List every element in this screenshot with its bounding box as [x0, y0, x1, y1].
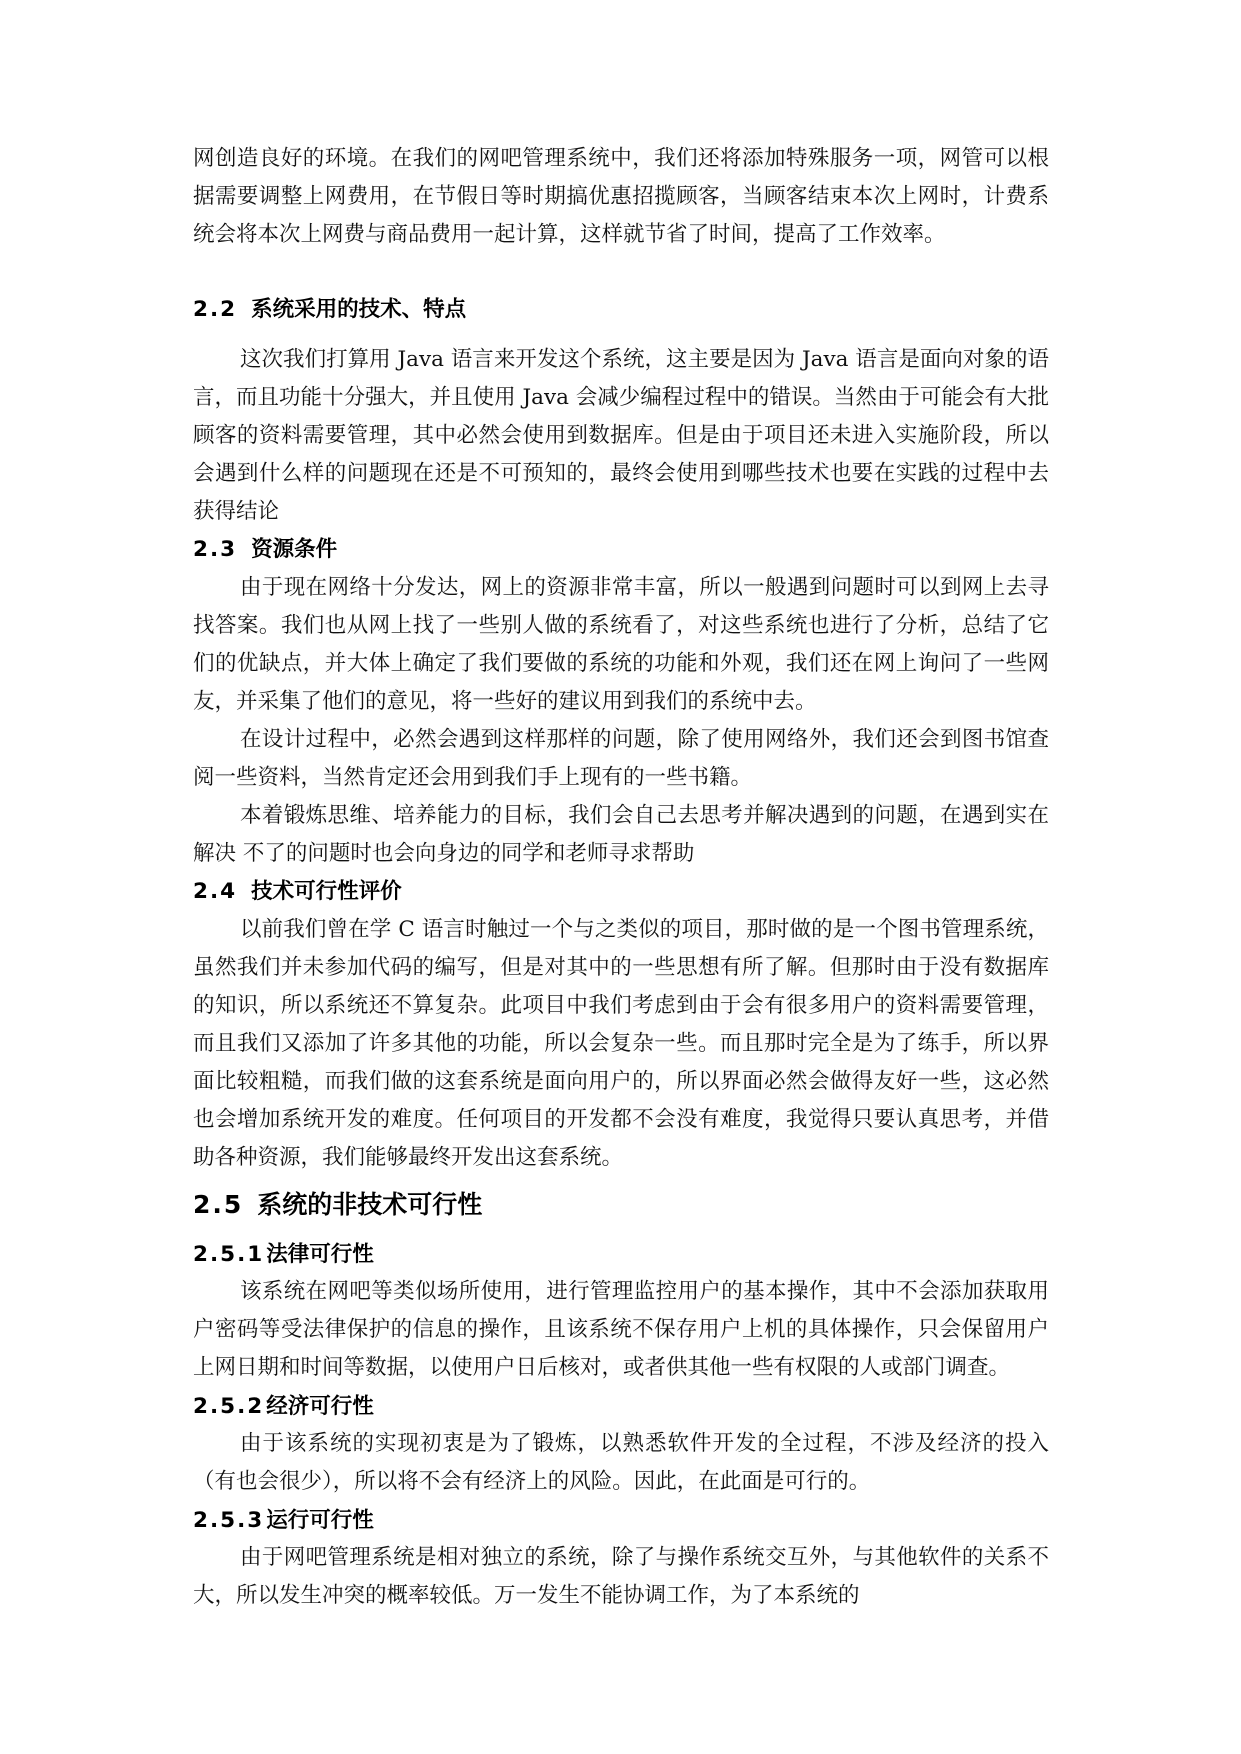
tech-features-paragraph: 这次我们打算用 Java 语言来开发这个系统，这主要是因为 Java 语言是面向对象的语言，而且功能十分强大，并且使用 Java 会减少编程过程中的错误。当然由于可能会有大批顾客的资料需要管理，其中必然会使用到数据库。但是由于项目还未进入实施阶段，所以会遇到什么样的问题现在还是不可预知的，最终会使用到哪些技术也要在实践的过程中去获得结论 — [193, 347, 1049, 524]
heading-2-5-2-number: 2.5.2 — [193, 1394, 265, 1419]
heading-2-5-2 — [193, 1389, 1049, 1425]
heading-2-4 — [193, 873, 1049, 911]
heading-2-5-1-number: 2.5.1 — [193, 1242, 265, 1267]
heading-2-5-3-number: 2.5.3 — [193, 1508, 265, 1533]
heading-2-2 — [193, 291, 1049, 329]
resource-paragraph-3: 本着锻炼思维、培养能力的目标，我们会自己去思考并解决遇到的问题，在遇到实在解决 不了的问题时也会向身边的同学和老师寻求帮助 — [193, 803, 1049, 866]
economic-paragraph: 由于该系统的实现初衷是为了锻炼，以熟悉软件开发的全过程，不涉及经济的投入（有也会很少），所以将不会有经济上的风险。因此，在此面是可行的。 — [193, 1431, 1049, 1494]
heading-2-3 — [193, 531, 1049, 569]
tech-feasibility-paragraph: 以前我们曾在学 C 语言时触过一个与之类似的项目，那时做的是一个图书管理系统，虽然我们并未参加代码的编写，但是对其中的一些思想有所了解。但那时由于没有数据库的知识，所以系统还不算复杂。此项目中我们考虑到由于会有很多用户的资料需要管理，而且我们又添加了许多其他的功能，所以会复杂一些。而且那时完全是为了练手，所以界面比较粗糙，而我们做的这套系统是面向用户的，所以界面必然会做得友好一些，这必然也会增加系统开发的难度。任何项目的开发都不会没有难度，我觉得只要认真思考，并借助各种资源，我们能够最终开发出这套系统。 — [193, 917, 1049, 1170]
heading-2-5-3 — [193, 1503, 1049, 1539]
heading-2-5-1 — [193, 1237, 1049, 1273]
heading-2-5-1-title: 法律可行性 — [266, 1242, 374, 1267]
heading-2-5-2-title: 经济可行性 — [266, 1394, 374, 1419]
heading-2-4-number: 2.4 — [193, 879, 238, 904]
heading-2-2-number: 2.2 — [193, 297, 238, 322]
operation-paragraph: 由于网吧管理系统是相对独立的系统，除了与操作系统交互外，与其他软件的关系不大，所以发生冲突的概率较低。万一发生不能协调工作，为了本系统的 — [193, 1545, 1049, 1608]
heading-2-2-title: 系统采用的技术、特点 — [251, 297, 467, 322]
resource-paragraph-1: 由于现在网络十分发达，网上的资源非常丰富，所以一般遇到问题时可以到网上去寻找答案。我们也从网上找了一些别人做的系统看了，对这些系统也进行了分析，总结了它们的优缺点，并大体上确定了我们要做的系统的功能和外观，我们还在网上询问了一些网友，并采集了他们的意见，将一些好的建议用到我们的系统中去。 — [193, 575, 1049, 714]
document-page — [193, 140, 1049, 1615]
heading-2-3-number: 2.3 — [193, 537, 238, 562]
heading-2-5-number: 2.5 — [193, 1190, 244, 1219]
heading-2-5 — [193, 1183, 1049, 1227]
intro-paragraph: 网创造良好的环境。在我们的网吧管理系统中，我们还将添加特殊服务一项，网管可以根据需要调整上网费用，在节假日等时期搞优惠招揽顾客，当顾客结束本次上网时，计费系统会将本次上网费与商品费用一起计算，这样就节省了时间，提高了工作效率。 — [193, 146, 1049, 247]
legal-paragraph: 该系统在网吧等类似场所使用，进行管理监控用户的基本操作，其中不会添加获取用户密码等受法律保护的信息的操作，且该系统不保存用户上机的具体操作，只会保留用户上网日期和时间等数据，以使用户日后核对，或者供其他一些有权限的人或部门调查。 — [193, 1279, 1049, 1380]
resource-paragraph-2: 在设计过程中，必然会遇到这样那样的问题，除了使用网络外，我们还会到图书馆查阅一些资料，当然肯定还会用到我们手上现有的一些书籍。 — [193, 727, 1049, 790]
heading-2-4-title: 技术可行性评价 — [251, 879, 402, 904]
heading-2-5-title: 系统的非技术可行性 — [257, 1190, 483, 1219]
heading-2-3-title: 资源条件 — [251, 537, 338, 562]
heading-2-5-3-title: 运行可行性 — [266, 1508, 374, 1533]
